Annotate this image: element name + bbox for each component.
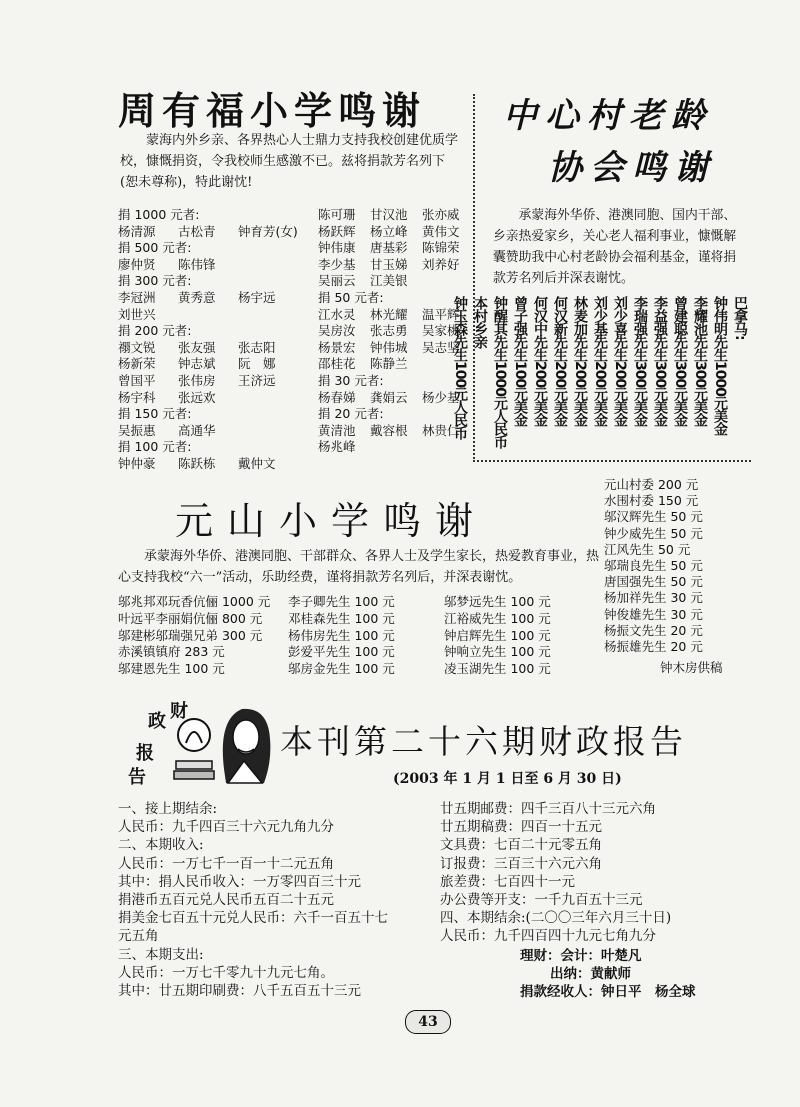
finance-line: 文具费：七百二十元零五角 [440,837,602,854]
donor-vertical-entry: 钟玉森先生100元人民币 [452,296,468,440]
finance-line: 二、本期收入: [118,837,204,854]
donor-vertical-entry: 何汉中先生200元美金 [532,296,548,427]
donor-name: 杨春娣 [318,389,356,405]
finance-line: 旅差费：七百四十一元 [440,873,575,890]
donation-tier-heading: 捐 200 元者: [118,323,192,339]
donor-name: 黄秀意 [178,289,216,305]
donor-entry: 李子卿先生 100 元 [288,594,395,609]
donor-name: 吴丽云 [318,273,356,289]
donation-tier-heading: 捐 300 元者: [118,273,192,289]
finance-right-column [440,800,671,946]
donor-entry: 杨伟房先生 100 元 [288,627,395,643]
donor-vertical-entry: 本村乡亲 [472,296,488,348]
donor-name: 刘世兴 [118,306,156,322]
finance-line: 订报费：三百三十六元六角 [440,855,602,872]
badge-char-zheng: 政 [148,711,166,732]
donor-name: 陈静兰 [370,356,408,372]
donor-vertical-entry: 钟醒其先生1000元人民币 [492,296,508,448]
donor-row [118,390,318,407]
donor-name: 吴志坚 [422,339,460,355]
donor-entry: 凌玉湖先生 100 元 [444,661,551,677]
donor-name: 陈跃栋 [178,455,216,471]
reading-woman-icon [166,699,276,789]
donor-name: 吴振惠 [118,422,156,438]
donor-name: 张亦威 [422,207,460,222]
signer-name: 叶楚凡 [601,948,642,964]
donor-vertical-entry: 何汉新先生200元美金 [552,296,568,427]
donor-entry: 杨加祥先生 30 元 [604,590,703,606]
yuanshan-donors-col2 [288,594,395,678]
donor-entry: 邬汉辉先生 50 元 [604,509,703,525]
donor-name: 邵桂花 [318,356,356,372]
donor-vertical-entry: 李瑞强先生300元美金 [632,296,648,427]
donor-name: 林贵仁 [422,422,460,438]
donor-name: 杨少基 [422,389,460,405]
donor-name: 江美银 [370,273,408,289]
donor-name: 陈可珊 [318,207,356,222]
finance-line: 一、接上期结余: [118,801,218,817]
donor-row [118,373,318,390]
finance-line: 人民币：九千四百四十九元七角九分 [440,928,656,945]
donor-name: 张志勇 [370,323,408,339]
donor-vertical-entry: 巴拿马: [732,296,748,340]
donor-row [118,257,318,274]
donor-name: 张远欢 [178,389,216,405]
donor-entry: 江裕威先生 100 元 [444,610,551,626]
finance-line: 人民币：九千四百三十六元九角九分 [118,819,334,836]
donor-row [118,307,318,324]
finance-line: 其中：捐人民币收入：一万零四百三十元 [118,873,361,890]
yuanshan-provider: 钟木房供稿 [660,660,723,675]
donor-name: 古松青 [178,223,216,239]
donor-entry: 水围村委 150 元 [604,493,699,509]
donor-name: 唐基彩 [370,240,408,256]
yuanshan-intro: 承蒙海外华侨、港澳同胞、干部群众、各界人士及学生家长，热爱教育事业，热心支持我校“六一”活动，乐助经费，谨将捐款芳名列后，并深表谢忱。 [118,549,600,585]
donor-row [318,257,478,274]
donor-entry: 赤溪镇镇府 283 元 [118,644,225,660]
donor-entry: 钟少威先生 50 元 [604,525,703,541]
donor-name: 杨兆峰 [318,439,356,455]
page-number: 43 [418,1014,438,1030]
donor-entry: 邬兆邦邓玩香伉俪 1000 元 [118,594,271,609]
donor-entry: 叶远平李丽娟伉俪 800 元 [118,610,263,626]
donor-name: 吴房汝 [318,323,356,339]
zhongxin-title-line2: 协会鸣谢 [548,148,716,188]
finance-line: 办公费等开支：一千九百五十三元 [440,892,643,909]
finance-line: 其中：廿五期印刷费：八千五百五十三元 [118,983,361,1000]
signer-row [520,983,750,1001]
donor-name: 黄伟文 [422,223,460,239]
finance-line: 四、本期结余:(二〇〇三年六月三十日) [440,910,672,927]
donor-entry: 杨振雄先生 20 元 [604,639,703,655]
donation-tier-heading: 捐 150 元者: [118,406,192,422]
donor-name: 戴仲文 [238,455,276,471]
finance-badge [118,697,278,789]
donor-entry: 邬建恩先生 100 元 [118,661,225,677]
donor-name: 高通华 [178,422,216,438]
donor-name: 杨宇科 [118,389,156,405]
donor-name: 甘汉池 [370,207,408,222]
zhongxin-title-line1: 中心村老龄 [503,96,713,136]
donor-vertical-entry: 刘少喜先生200元美金 [612,296,628,427]
yuanshan-donors-col4 [604,477,703,655]
donor-name: 陈伟锋 [178,256,216,272]
finance-line: 人民币：一万七千零九十九元七角。 [118,964,334,981]
signer-role: 出纳： [550,966,591,983]
donor-name: 刘养好 [422,256,460,272]
donation-tier-heading: 捐 20 元者: [318,406,384,422]
donor-name: 钟志斌 [178,356,216,372]
zhou-intro: 蒙海内外乡亲、各界热心人士鼎力支持我校创建优质学校，慷慨捐资，令我校师生感激不已。兹将捐款芳名列下(恕未尊称)，特此谢忱! [120,133,459,190]
zhou-donor-list-left [118,207,318,473]
donor-name: 甘玉娣 [370,256,408,272]
donor-name: 吴家桃 [422,323,460,339]
yuanshan-donors-col1 [118,594,270,678]
donor-entry: 钟俊雄先生 30 元 [604,606,703,622]
donor-name: 杨新荣 [118,356,156,372]
donor-name: 龚娟云 [370,389,408,405]
donor-row [118,290,318,307]
donor-name: 钟伟康 [318,240,356,256]
yuanshan-donors-col3 [444,594,551,678]
finance-line: 廿五期邮费：四千三百八十三元六角 [440,801,656,817]
donor-entry: 唐国强先生 50 元 [604,574,703,590]
donor-name: 廖仲贤 [118,256,156,272]
badge-char-cai: 财 [170,701,188,722]
donor-name: 王济远 [238,372,276,388]
donor-vertical-entry: 刘少基先生200元美金 [592,296,608,427]
donor-name: 陈锦荣 [422,240,460,256]
donor-row [118,224,318,241]
signer-role: 理财：会计： [520,948,601,964]
donor-entry: 钟响立先生 100 元 [444,644,551,660]
donor-name: 李冠洲 [118,289,156,305]
finance-title: 本刊第二十六期财政报告 [280,722,687,761]
donor-name: 杨宇远 [238,289,276,305]
donor-vertical-entry: 曾建聪先生300元美金 [672,296,688,427]
donor-row [118,423,318,440]
finance-period: (2003 年 1 月 1 日至 6 月 30 日) [393,771,622,787]
finance-line: 元五角 [118,928,159,945]
signer-role: 捐款经收人： [520,984,601,1001]
zhou-title: 周有福小学鸣谢 [118,88,427,133]
donor-entry: 江风先生 50 元 [604,541,691,557]
yuanshan-title: 元山小学鸣谢 [175,499,488,543]
donor-entry: 邬房金先生 100 元 [288,661,395,677]
donor-name: 李少基 [318,256,356,272]
donor-name: 杨跃辉 [318,223,356,239]
donation-tier-heading: 捐 100 元者: [118,439,192,455]
donor-name: 张伟房 [178,372,216,388]
finance-left-column [118,800,448,1000]
donor-name: 戴容根 [370,422,408,438]
finance-line: 捐港币五百元兑人民币五百二十五元 [118,892,334,909]
donor-row [318,273,478,290]
donor-name: 江水灵 [318,306,356,322]
donor-entry: 元山村委 200 元 [604,477,699,492]
badge-char-gao: 告 [128,767,146,788]
donor-name: 曾国平 [118,372,156,388]
donor-name: 杨景宏 [318,339,356,355]
donor-vertical-entry: 钟伟明先生1000元美金 [712,296,728,435]
finance-signers [520,947,750,1002]
donor-name: 钟仲豪 [118,455,156,471]
donor-row [118,456,318,473]
donor-name: 张志阳 [238,339,276,355]
signer-name: 钟日平 杨全球 [601,984,696,1001]
donor-entry: 彭爱平先生 100 元 [288,644,395,660]
badge-char-bao: 报 [136,743,154,764]
donor-name: 林光耀 [370,306,408,322]
donor-name: 杨立峰 [370,223,408,239]
donor-name: 钟伟城 [370,339,408,355]
donor-entry: 邬建彬邬瑞强兄弟 300 元 [118,627,263,643]
donation-tier-heading: 捐 50 元者: [318,289,384,305]
donor-name: 张友强 [178,339,216,355]
donor-name: 阮 娜 [238,356,276,372]
zhongxin-donor-columns [452,296,750,456]
donation-tier-heading: 捐 1000 元者: [118,207,200,222]
donor-entry: 钟启辉先生 100 元 [444,627,551,643]
finance-line: 人民币：一万七千一百一十二元五角 [118,855,334,872]
donor-name: 温平辉 [422,306,460,322]
page-number-badge [405,1010,451,1034]
donation-tier-heading: 捐 30 元者: [318,372,384,388]
donor-entry: 邬瑞良先生 50 元 [604,558,703,574]
donor-vertical-entry: 林麦加先生200元美金 [572,296,588,427]
donor-name: 杨清源 [118,223,156,239]
zhongxin-intro: 承蒙海外华侨、港澳同胞、国内干部、乡亲热爱家乡，关心老人福利事业，慷慨解囊赞助我中心村老龄协会福利基金，谨将捐款芳名列后并深表谢忱。 [493,208,737,286]
donor-row [118,356,318,373]
donation-tier-heading: 捐 500 元者: [118,240,192,256]
finance-line: 捐美金七百五十元兑人民币：六千一百五十七 [118,910,388,927]
signer-name: 黄献师 [590,966,631,983]
donor-vertical-entry: 曾子强先生100元美金 [512,296,528,427]
finance-line: 三、本期支出: [118,946,204,963]
donor-name: 禤文锐 [118,339,156,355]
donor-vertical-entry: 李耀池先生300元美金 [692,296,708,427]
donor-vertical-entry: 李益强先生300元美金 [652,296,668,427]
donor-name: 钟育芳(女) [238,223,298,239]
donor-entry: 邬梦远先生 100 元 [444,594,551,609]
finance-line: 廿五期稿费：四百一十五元 [440,819,602,836]
donor-row [318,224,478,241]
donor-row [318,240,478,257]
donor-row [118,340,318,357]
signer-row [520,965,750,983]
donor-entry: 杨振文先生 20 元 [604,622,703,638]
signer-row [520,947,750,965]
donor-name: 黄清池 [318,422,356,438]
donor-entry: 邓桂森先生 100 元 [288,610,395,626]
donor-row [318,207,478,224]
